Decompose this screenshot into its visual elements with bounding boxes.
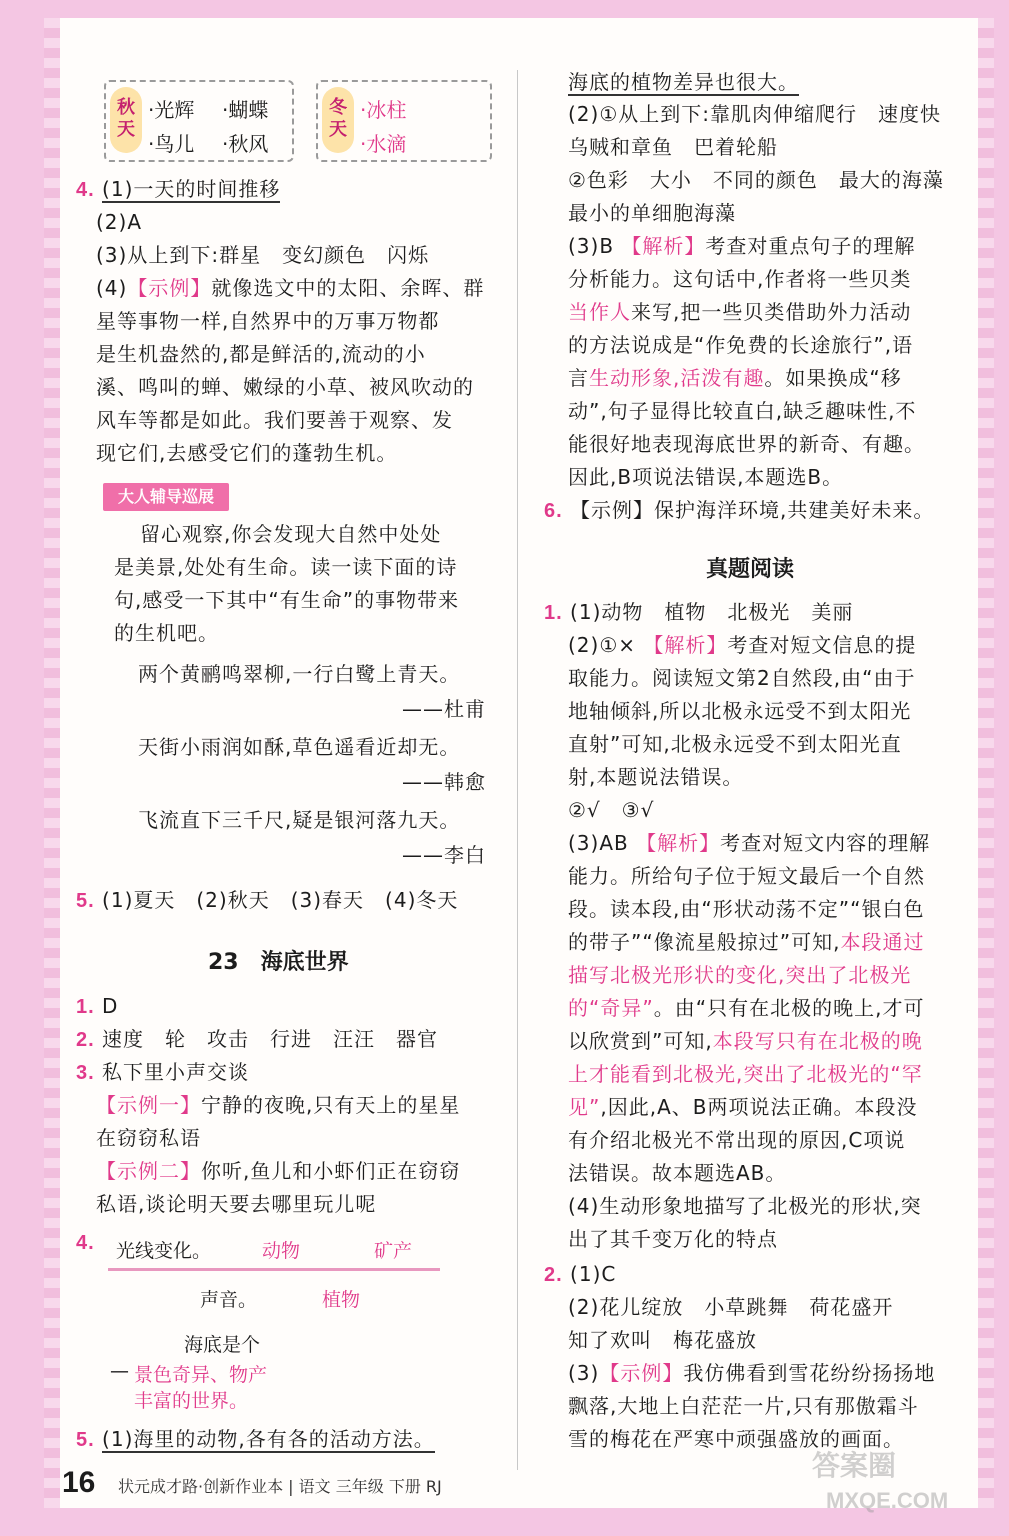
answer-line: 2. (1)C <box>544 1262 617 1286</box>
answer-line: 知了欢叫 梅花盛放 <box>568 1328 757 1352</box>
answer-line: 出了其千变万化的特点 <box>568 1227 778 1251</box>
autumn-word: ·光辉 <box>148 98 195 122</box>
answer-line: 1. D <box>76 994 119 1018</box>
answer-line: 最小的单细胞海藻 <box>568 201 736 225</box>
right-decorative-edge <box>978 18 994 1508</box>
answer-line: (3)【示例】我仿佛看到雪花纷纷扬扬地 <box>568 1361 936 1385</box>
answer-line: (3)B 【解析】考查对重点句子的理解 <box>568 234 916 258</box>
parent-guide-banner: 大人辅导巡展 <box>103 483 229 511</box>
answer-line: 分析能力。这句话中,作者将一些贝类 <box>568 267 912 291</box>
mind-map-item: 植物 <box>322 1289 361 1311</box>
answer-line: (2)A <box>96 210 143 234</box>
answer-line: 的带子”“像流星般掠过”可知,本段通过 <box>568 930 925 954</box>
winter-label: 冬天 <box>322 87 354 153</box>
answer-line: ②色彩 大小 不同的颜色 最大的海藻 <box>568 168 944 192</box>
answer-line: 动”,句子显得比较直白,缺乏趣味性,不 <box>568 399 917 423</box>
answer-line: 因此,B项说法错误,本题选B。 <box>568 465 844 489</box>
poem-author: ——杜甫 <box>402 697 486 721</box>
mind-map-conclusion: 景色奇异、物产 <box>134 1364 268 1386</box>
answer-line: 取能力。阅读短文第2自然段,由“由于 <box>568 666 916 690</box>
answer-line: 上才能看到北极光,突出了北极光的“罕 <box>568 1062 923 1086</box>
poem-line: 飞流直下三千尺,疑是银河落九天。 <box>138 808 461 832</box>
winter-word: ·水滴 <box>360 132 407 156</box>
answer-line: 以欣赏到”可知,本段写只有在北极的晚 <box>568 1029 923 1053</box>
answer-line: 5. (1)海里的动物,各有各的活动方法。 <box>76 1427 435 1451</box>
answer-line: 直射”可知,北极永远受不到太阳光直 <box>568 732 902 756</box>
mind-map-item: 声音。 <box>200 1289 258 1311</box>
answer-line: 描写北极光形状的变化,突出了北极光 <box>568 963 912 987</box>
answer-line: 雪的梅花在严寒中顽强盛放的画面。 <box>568 1427 904 1451</box>
mind-map-conclusion: 丰富的世界。 <box>134 1390 249 1412</box>
guide-text: 留心观察,你会发现大自然中处处 <box>140 522 442 546</box>
watermark-url: MXQE.COM <box>826 1488 949 1513</box>
answer-line: (2)花儿绽放 小草跳舞 荷花盛开 <box>568 1295 894 1319</box>
answer-line: (2)①× 【解析】考查对短文信息的提 <box>568 633 917 657</box>
section-title: 真题阅读 <box>706 557 795 582</box>
answer-line: 言生动形象,活泼有趣。如果换成“移 <box>568 366 902 390</box>
answer-line: 当作人来写,把一些贝类借助外力活动 <box>568 300 912 324</box>
answer-line: 【示例二】你听,鱼儿和小虾们正在窃窃 <box>96 1159 461 1183</box>
poem-line: 两个黄鹂鸣翠柳,一行白鹭上青天。 <box>138 662 461 686</box>
answer-line: 6. 【示例】保护海洋环境,共建美好未来。 <box>544 498 935 522</box>
book-title: 状元成才路·创新作业本 | 语文 三年级 下册 RJ <box>118 1477 442 1496</box>
mind-map-dash: — <box>110 1360 129 1382</box>
answer-line: 段。读本段,由“形状动荡不定”“银白色 <box>568 897 925 921</box>
answer-line: (4)生动形象地描写了北极光的形状,突 <box>568 1194 922 1218</box>
answer-line: (2)①从上到下:靠肌肉伸缩爬行 速度快 <box>568 102 941 126</box>
answer-line: 能力。所给句子位于短文最后一个自然 <box>568 864 925 888</box>
left-decorative-edge <box>44 18 60 1508</box>
guide-text: 是美景,处处有生命。读一读下面的诗 <box>114 555 458 579</box>
mind-map-axis <box>108 1268 440 1271</box>
answer-line: 溪、鸣叫的蝉、嫩绿的小草、被风吹动的 <box>96 375 474 399</box>
autumn-word: ·蝴蝶 <box>222 98 269 122</box>
answer-line: 4. (1)一天的时间推移 <box>76 177 281 201</box>
answer-line: 的方法说成是“作免费的长途旅行”,语 <box>568 333 914 357</box>
answer-line: 2. 速度 轮 攻击 行进 汪汪 器官 <box>76 1027 439 1051</box>
mind-map-item: 动物 <box>262 1240 301 1262</box>
answer-line: 见”,因此,A、B两项说法正确。本段没 <box>568 1095 918 1119</box>
answer-line: 乌贼和章鱼 巴着轮船 <box>568 135 778 159</box>
answer-line: 射,本题说法错误。 <box>568 765 744 789</box>
answer-line: 法错误。故本题选AB。 <box>568 1161 787 1185</box>
guide-text: 的生机吧。 <box>114 621 219 645</box>
guide-text: 句,感受一下其中“有生命”的事物带来 <box>114 588 460 612</box>
answer-line: 地轴倾斜,所以北极永远受不到太阳光 <box>568 699 912 723</box>
answer-line: (3)AB 【解析】考查对短文内容的理解 <box>568 831 931 855</box>
answer-line: 的“奇异”。由“只有在北极的晚上,才可 <box>568 996 925 1020</box>
answer-line: 1. (1)动物 植物 北极光 美丽 <box>544 600 854 624</box>
watermark-logo: 答案圈 <box>812 1450 897 1481</box>
answer-line: 能很好地表现海底世界的新奇、有趣。 <box>568 432 925 456</box>
lesson-title: 23 海底世界 <box>208 950 349 975</box>
autumn-label: 秋天 <box>110 87 142 153</box>
answer-line: 星等事物一样,自然界中的万事万物都 <box>96 309 440 333</box>
answer-line: 3. 私下里小声交谈 <box>76 1060 250 1084</box>
answer-line: 是生机盎然的,都是鲜活的,流动的小 <box>96 342 426 366</box>
answer-line: 5. (1)夏天 (2)秋天 (3)春天 (4)冬天 <box>76 888 459 912</box>
autumn-word: ·鸟儿 <box>148 132 195 156</box>
answer-line: 【示例一】宁静的夜晚,只有天上的星星 <box>96 1093 461 1117</box>
poem-author: ——李白 <box>402 843 486 867</box>
answer-line: 现它们,去感受它们的蓬勃生机。 <box>96 441 398 465</box>
poem-author: ——韩愈 <box>402 770 486 794</box>
answer-line: 飘落,大地上白茫茫一片,只有那傲霜斗 <box>568 1394 919 1418</box>
poem-line: 天街小雨润如酥,草色遥看近却无。 <box>138 735 461 759</box>
answer-line: 有介绍北极光不常出现的原因,C项说 <box>568 1128 906 1152</box>
page-number: 16 <box>62 1466 96 1499</box>
answer-line: 风车等都是如此。我们要善于观察、发 <box>96 408 453 432</box>
question-number: 4. <box>76 1232 95 1254</box>
mind-map-item: 光线变化。 <box>116 1240 212 1262</box>
column-divider <box>517 70 518 1470</box>
answer-line: 海底的植物差异也很大。 <box>568 70 799 94</box>
answer-line: ②√ ③√ <box>568 798 655 822</box>
answer-line: 在窃窃私语 <box>96 1126 201 1150</box>
answer-line: 私语,谈论明天要去哪里玩儿呢 <box>96 1192 377 1216</box>
answer-line: (3)从上到下:群星 变幻颜色 闪烁 <box>96 243 430 267</box>
mind-map-item: 矿产 <box>374 1240 413 1262</box>
winter-word: ·冰柱 <box>360 98 407 122</box>
autumn-word: ·秋风 <box>222 132 269 156</box>
mind-map-center: 海底是个 <box>184 1334 261 1356</box>
answer-line: (4)【示例】就像选文中的太阳、余晖、群 <box>96 276 485 300</box>
